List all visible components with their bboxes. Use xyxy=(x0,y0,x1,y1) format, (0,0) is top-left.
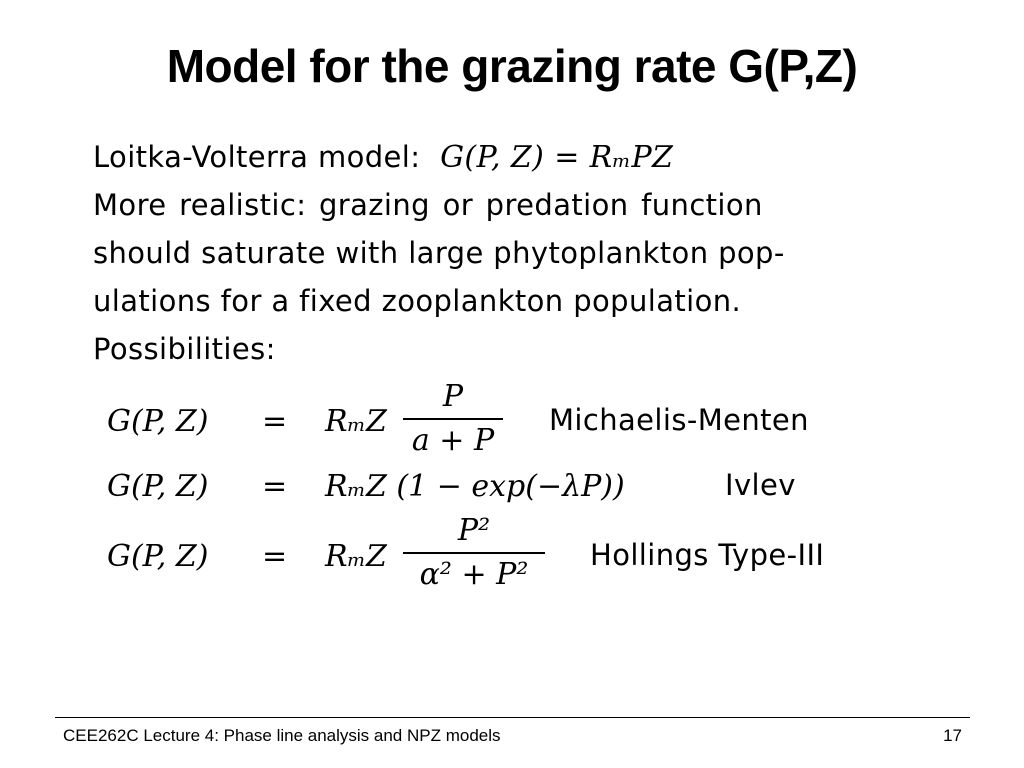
body-line-1 xyxy=(93,133,893,182)
equation-rhs: RₘZ (1 − exp(−λP)) xyxy=(325,469,625,504)
equation-label: Ivlev xyxy=(725,468,796,502)
equation-prefix: RₘZ xyxy=(325,539,387,574)
fraction-denominator: α² + P² xyxy=(419,557,529,592)
fraction-bar xyxy=(403,418,503,420)
body-line-3: should saturate with large phytoplankton pop- xyxy=(93,236,785,270)
equation-lhs: G(P, Z) xyxy=(107,539,209,574)
equation-equals: = xyxy=(262,404,288,439)
equation-equals: = xyxy=(262,469,288,504)
equation-label: Hollings Type-III xyxy=(590,538,825,572)
fraction-numerator: P xyxy=(442,379,464,414)
equation-label: Michaelis-Menten xyxy=(549,403,809,437)
equation-lhs: G(P, Z) xyxy=(107,469,209,504)
body-line-4: ulations for a fixed zooplankton population. xyxy=(93,284,742,318)
fraction-bar xyxy=(403,552,545,554)
footer-course-title: CEE262C Lecture 4: Phase line analysis and NPZ models xyxy=(63,726,501,745)
equation-prefix: RₘZ xyxy=(325,404,387,439)
footer-divider xyxy=(55,717,970,718)
fraction xyxy=(403,378,503,460)
lotka-volterra-formula: G(P, Z) = RₘPZ xyxy=(440,140,674,175)
page-number: 17 xyxy=(943,726,962,745)
body-line-2: More realistic: grazing or predation function xyxy=(93,188,763,222)
slide-title: Model for the grazing rate G(P,Z) xyxy=(166,40,858,92)
body-line-5: Possibilities: xyxy=(93,332,276,366)
equation-equals: = xyxy=(262,539,288,574)
equation-lhs: G(P, Z) xyxy=(107,404,209,439)
fraction-denominator: a + P xyxy=(411,423,495,458)
fraction-numerator: P² xyxy=(457,513,491,548)
fraction xyxy=(403,512,545,594)
lotka-volterra-label: Loitka-Volterra model: xyxy=(93,140,421,174)
